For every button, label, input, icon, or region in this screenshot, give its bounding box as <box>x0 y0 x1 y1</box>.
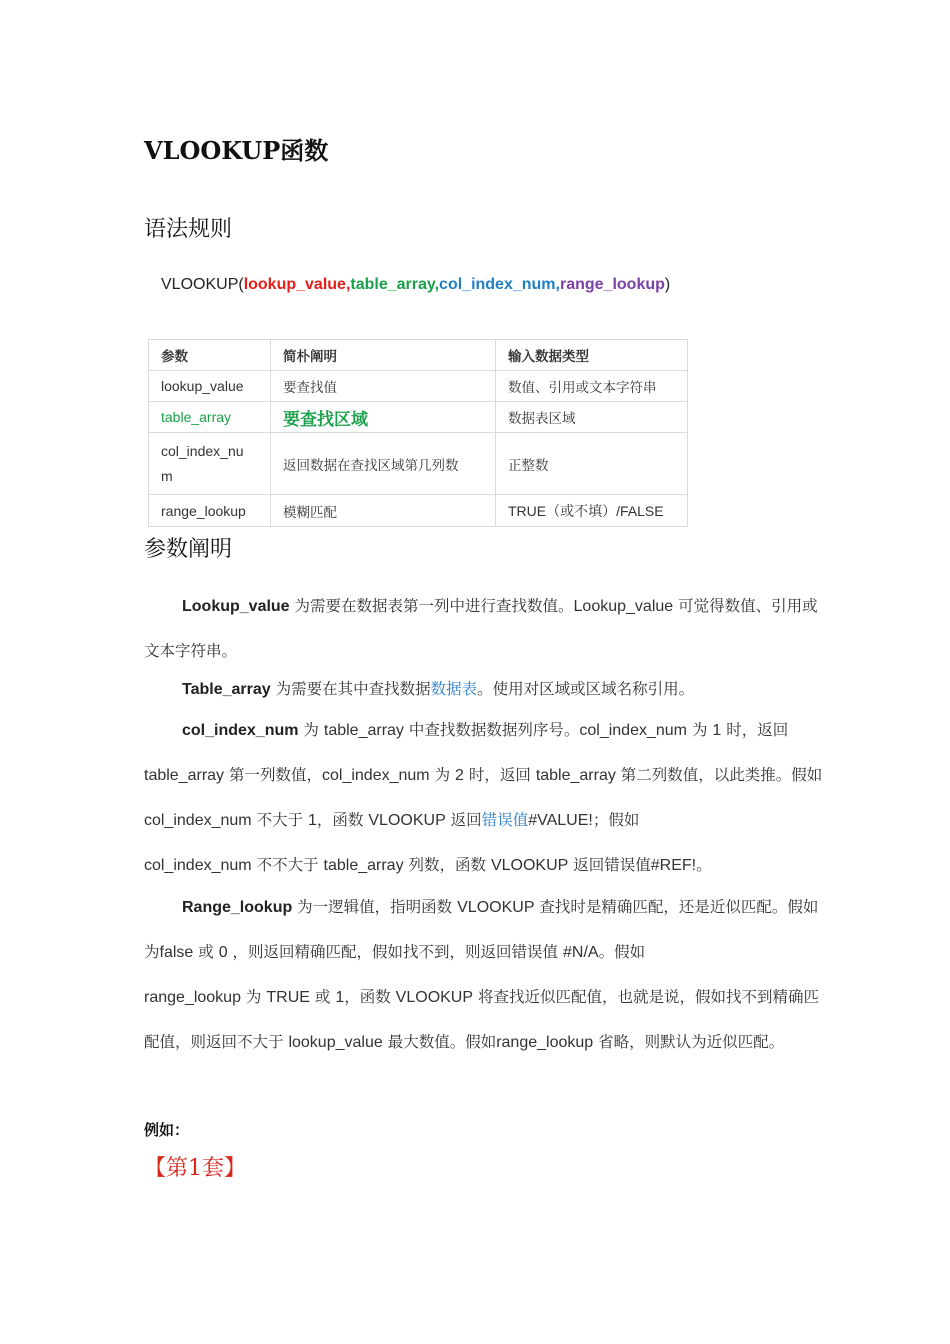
paragraph-lookup-value <box>144 584 824 674</box>
text: 为一逻辑值，指明函数 <box>297 898 453 916</box>
text: 2 <box>455 767 464 784</box>
text: 。使用对区域或区域名称引用。 <box>477 680 695 698</box>
paragraph-col-index-num <box>144 708 824 888</box>
text: 第一列数值， <box>228 766 322 784</box>
table-cell: 模糊匹配 <box>271 495 496 527</box>
text: table_array <box>535 767 616 784</box>
text: ，则返回精确匹配，假如找不到，则返回错误值 <box>232 943 559 961</box>
table-cell: 要查找值 <box>271 371 496 402</box>
table-cell: table_array <box>149 402 271 433</box>
text: 返回 <box>450 811 482 829</box>
text: table_array <box>323 722 404 739</box>
syntax-arg-range-lookup: range_lookup <box>559 276 665 293</box>
keyword: Table_array <box>182 681 271 698</box>
text: 为需要在其中查找数据 <box>275 680 431 698</box>
text: col_index_num <box>579 722 687 739</box>
text: 1 <box>308 812 317 829</box>
text: 最大数值。假如 <box>387 1033 497 1051</box>
text: 为 <box>691 721 708 739</box>
syntax-close-paren: ) <box>664 276 671 293</box>
section-heading-params: 参数阐明 <box>144 537 233 562</box>
section-heading-syntax: 语法规则 <box>144 217 233 242</box>
text: 0 <box>218 944 228 961</box>
text: 时，返回 <box>468 766 531 784</box>
text: 可觉得数值、引用或文本字符串。 <box>144 597 818 660</box>
link-data-table[interactable]: 数据表 <box>430 680 478 698</box>
example-label: 例如： <box>144 1121 190 1139</box>
syntax-comma: , <box>345 276 351 293</box>
parameter-table <box>148 339 688 527</box>
table-header-cell: 简朴阐明 <box>271 340 496 371</box>
text: VLOOKUP <box>368 812 446 829</box>
syntax-arg-col-index-num: col_index_num <box>439 276 556 293</box>
text: 为 <box>245 988 262 1006</box>
text: VLOOKUP <box>490 857 569 874</box>
keyword: col_index_num <box>182 722 299 739</box>
table-row <box>149 371 688 402</box>
text: ，函数 <box>316 811 364 829</box>
text: TRUE <box>266 989 310 1006</box>
text: col_index_num <box>322 767 430 784</box>
text: 列数，函数 <box>408 856 487 874</box>
table-row <box>149 433 688 495</box>
text: 不大于 <box>256 811 304 829</box>
table-cell: col_index_nu m <box>149 433 271 495</box>
text: VLOOKUP <box>395 989 474 1006</box>
text: 为 <box>434 766 451 784</box>
paragraph-table-array <box>144 667 824 712</box>
text: 或 <box>314 988 331 1006</box>
text: 时，返回 <box>726 721 789 739</box>
page-title: VLOOKUP函数 <box>144 136 329 165</box>
text: 第二列数值，以此类推。假如 <box>620 766 823 784</box>
text: 。 <box>696 856 712 874</box>
table-cell: 返回数据在查找区域第几列数 <box>271 433 496 495</box>
text: false <box>159 944 194 961</box>
text: Lookup_value <box>573 598 674 615</box>
set-title: 【第1套】 <box>144 1156 246 1181</box>
table-cell: 正整数 <box>496 433 688 495</box>
text: #N/A <box>563 944 599 961</box>
text: 查找时是精确匹配，还是近似匹配。假如为 <box>144 898 819 961</box>
text: 不不大于 <box>256 856 319 874</box>
text: table_array <box>323 857 404 874</box>
table-header-cell: 参数 <box>149 340 271 371</box>
text: col_index_num <box>144 857 252 874</box>
text: VLOOKUP <box>457 899 535 916</box>
text: range_lookup <box>144 989 241 1006</box>
text: 返回错误值 <box>573 856 651 874</box>
syntax-arg-table-array: table_array <box>350 276 435 293</box>
text: 省略，则默认为近似匹配。 <box>598 1033 785 1051</box>
table-header-cell: 输入数据类型 <box>496 340 688 371</box>
text: lookup_value <box>288 1034 383 1051</box>
text: ；假如 <box>592 811 640 829</box>
text: col_index_num <box>144 812 252 829</box>
syntax-formula <box>161 276 670 294</box>
text: #REF! <box>650 857 697 874</box>
keyword: Range_lookup <box>182 899 293 916</box>
table-header-row <box>149 340 688 371</box>
text: 或 <box>198 943 214 961</box>
table-cell: lookup_value <box>149 371 271 402</box>
syntax-function-name: VLOOKUP( <box>161 276 244 293</box>
keyword: Lookup_value <box>182 598 290 615</box>
table-row <box>149 495 688 527</box>
syntax-comma: , <box>434 276 440 293</box>
text: 。假如 <box>598 943 646 961</box>
table-row <box>149 402 688 433</box>
text: table_array <box>144 767 225 784</box>
table-cell: 数值、引用或文本字符串 <box>496 371 688 402</box>
syntax-comma: , <box>555 276 560 293</box>
syntax-arg-lookup-value: lookup_value <box>243 276 346 293</box>
table-cell: TRUE（或不填）/FALSE <box>496 495 688 527</box>
table-cell: 数据表区域 <box>496 402 688 433</box>
text: 中查找数据数据列序号。 <box>408 721 580 739</box>
text: range_lookup <box>496 1034 594 1051</box>
table-cell: 要查找区域 <box>271 402 496 433</box>
paragraph-range-lookup <box>144 885 824 1065</box>
text: ，函数 <box>344 988 391 1006</box>
text: 1 <box>712 722 722 739</box>
text: 1 <box>335 989 345 1006</box>
text: #VALUE! <box>528 812 593 829</box>
text: 为 <box>303 721 319 739</box>
text: 为需要在数据表第一列中进行查找数值。 <box>294 597 574 615</box>
table-cell: range_lookup <box>149 495 271 527</box>
link-error-value[interactable]: 错误值 <box>481 811 529 829</box>
text: 将查找近似匹配值，也就是说，假如找不到精确匹配值，则返回不大于 <box>144 988 819 1051</box>
